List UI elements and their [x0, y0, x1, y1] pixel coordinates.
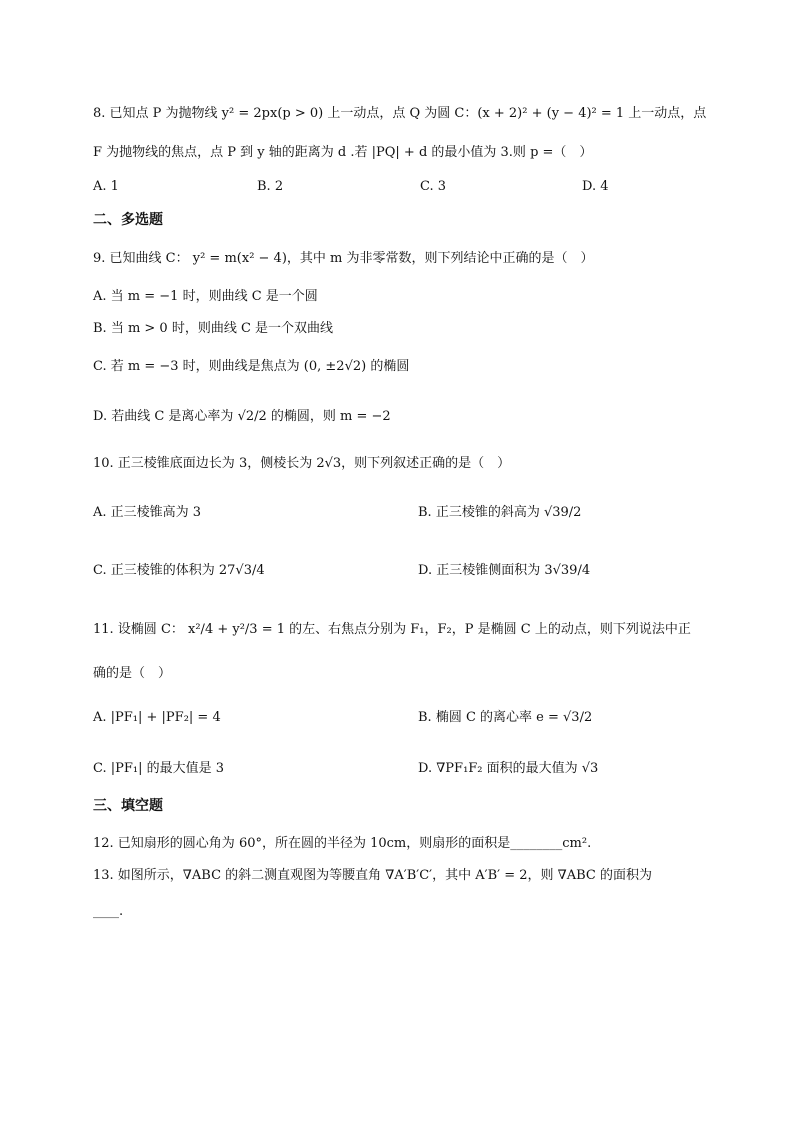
- q13-stem-line2: ____.: [93, 904, 124, 919]
- q13-stem-line1: 13. 如图所示，∇ABC 的斜二测直观图为等腰直角 ∇A′B′C′，其中 A′B′ = 2，则 ∇ABC 的面积为: [93, 868, 652, 883]
- q10-option-a: A. 正三棱锥高为 3: [93, 505, 202, 520]
- question-12: 12. 已知扇形的圆心角为 60°，所在圆的半径为 10cm，则扇形的面积是________cm².: [93, 836, 592, 851]
- q9-stem: 9. 已知曲线 C： y² = m(x² − 4)，其中 m 为非零常数，则下列结论中正确的是（ ）: [93, 251, 594, 266]
- q9-option-b: B. 当 m > 0 时，则曲线 C 是一个双曲线: [93, 321, 334, 336]
- q11-option-b: B. 椭圆 C 的离心率 e = √3/2: [418, 710, 593, 725]
- q8-option-c: C. 3: [420, 179, 447, 194]
- section-heading-fill-in: 三、填空题: [93, 798, 163, 814]
- q9-option-c: C. 若 m = −3 时，则曲线是焦点为 (0, ±2√2) 的椭圆: [93, 359, 410, 374]
- q10-stem: 10. 正三棱锥底面边长为 3，侧棱长为 2√3，则下列叙述正确的是（ ）: [93, 456, 511, 471]
- q10-option-d: D. 正三棱锥侧面积为 3√39/4: [418, 563, 591, 578]
- q11-stem-line1: 11. 设椭圆 C： x²/4 + y²/3 = 1 的左、右焦点分别为 F₁，F₂，P 是椭圆 C 上的动点，则下列说法中正: [93, 622, 691, 637]
- q8-stem-line1: 8. 已知点 P 为抛物线 y² = 2px(p > 0) 上一动点，点 Q 为圆 C：(x + 2)² + (y − 4)² = 1 上一动点，点: [93, 106, 707, 121]
- q10-option-c: C. 正三棱锥的体积为 27√3/4: [93, 563, 265, 578]
- q11-option-d: D. ∇PF₁F₂ 面积的最大值为 √3: [418, 761, 599, 776]
- q8-stem-line2: F 为抛物线的焦点，点 P 到 y 轴的距离为 d .若 |PQ| + d 的最小值为 3.则 p =（ ）: [93, 145, 593, 160]
- q8-option-a: A. 1: [93, 179, 119, 194]
- q11-option-a: A. |PF₁| + |PF₂| = 4: [93, 710, 221, 725]
- q9-option-d: D. 若曲线 C 是离心率为 √2/2 的椭圆，则 m = −2: [93, 409, 391, 424]
- q10-option-b: B. 正三棱锥的斜高为 √39/2: [418, 505, 582, 520]
- q11-stem-line2: 确的是（ ）: [93, 666, 172, 681]
- q9-option-a: A. 当 m = −1 时，则曲线 C 是一个圆: [93, 289, 318, 304]
- section-heading-multiple-choice: 二、多选题: [93, 212, 163, 228]
- q8-option-b: B. 2: [257, 179, 284, 194]
- q8-option-d: D. 4: [582, 179, 609, 194]
- q11-option-c: C. |PF₁| 的最大值是 3: [93, 761, 225, 776]
